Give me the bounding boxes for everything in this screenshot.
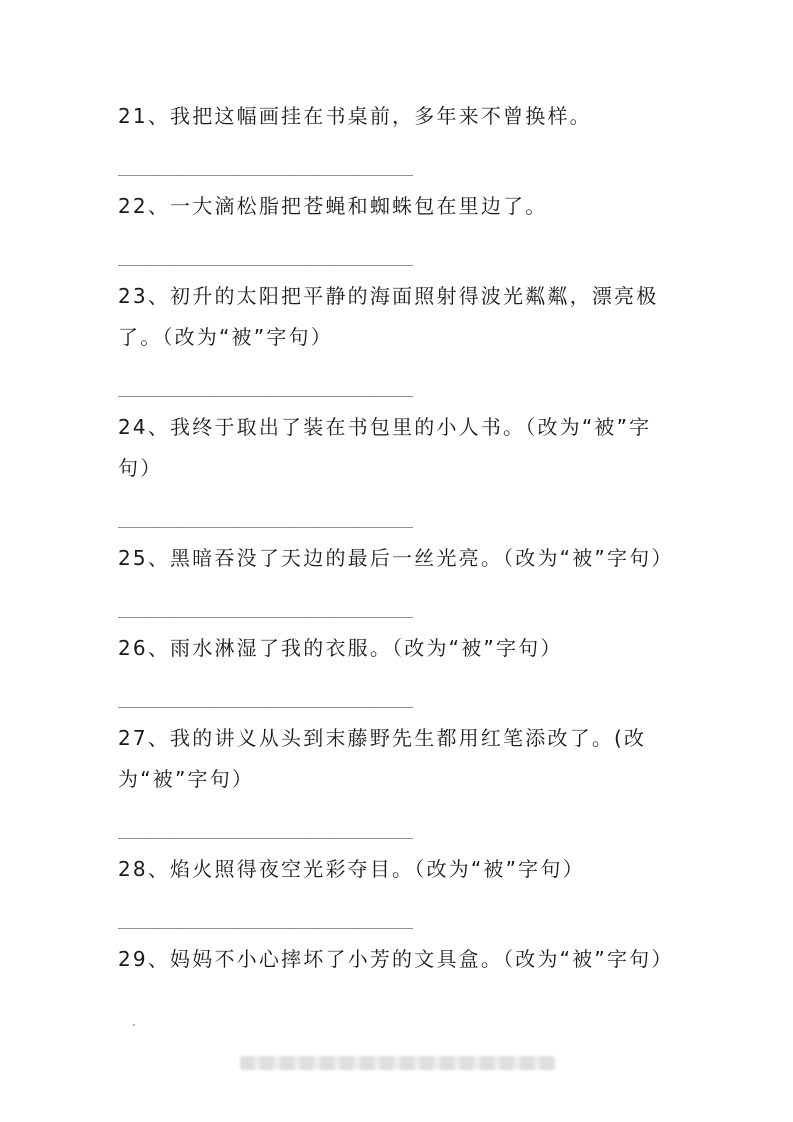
answer-blank-line: ___________________________________ (118, 381, 414, 397)
question-text: 28、焰火照得夜空光彩夺目。（改为“被”字句） (118, 857, 585, 881)
question-text: 24、我终于取出了装在书包里的小人书。（改为“被”字句） (118, 415, 652, 480)
question-text: 25、黑暗吞没了天边的最后一丝光亮。（改为“被”字句） (118, 546, 674, 570)
question-text: 21、我把这幅画挂在书桌前，多年来不曾换样。 (118, 104, 592, 128)
exercise-23 (118, 276, 678, 398)
answer-blank-line: ___________________________________ (118, 913, 414, 929)
answer-blank-line: ___________________________________ (118, 160, 414, 176)
question-text: 26、雨水淋湿了我的衣服。（改为“被”字句） (118, 636, 563, 660)
question-text: 22、一大滴松脂把苍蝇和蜘蛛包在里边了。 (118, 194, 548, 218)
exercise-21 (118, 96, 678, 177)
question-text: 27、我的讲义从头到末藤野先生都用红笔添改了。(改为“被”字句） (118, 726, 647, 791)
exercise-27 (118, 718, 678, 840)
scan-speck (133, 1024, 135, 1026)
exercise-list (118, 96, 678, 980)
answer-blank-line: ___________________________________ (118, 250, 414, 266)
answer-blank-line: ___________________________________ (118, 823, 414, 839)
answer-blank-line: ___________________________________ (118, 602, 414, 618)
answer-blank-line: ___________________________________ (118, 692, 414, 708)
exercise-28 (118, 849, 678, 930)
exercise-22 (118, 186, 678, 267)
blurred-footer-watermark (240, 1056, 556, 1070)
question-text: 23、初升的太阳把平静的海面照射得波光粼粼，漂亮极了。（改为“被”字句） (118, 284, 659, 349)
exercise-26 (118, 628, 678, 709)
exercise-29 (118, 939, 678, 980)
answer-blank-line: ___________________________________ (118, 512, 414, 528)
question-text: 29、妈妈不小心摔坏了小芳的文具盒。（改为“被”字句） (118, 947, 674, 971)
exercise-24 (118, 407, 678, 529)
exercise-25 (118, 538, 678, 619)
